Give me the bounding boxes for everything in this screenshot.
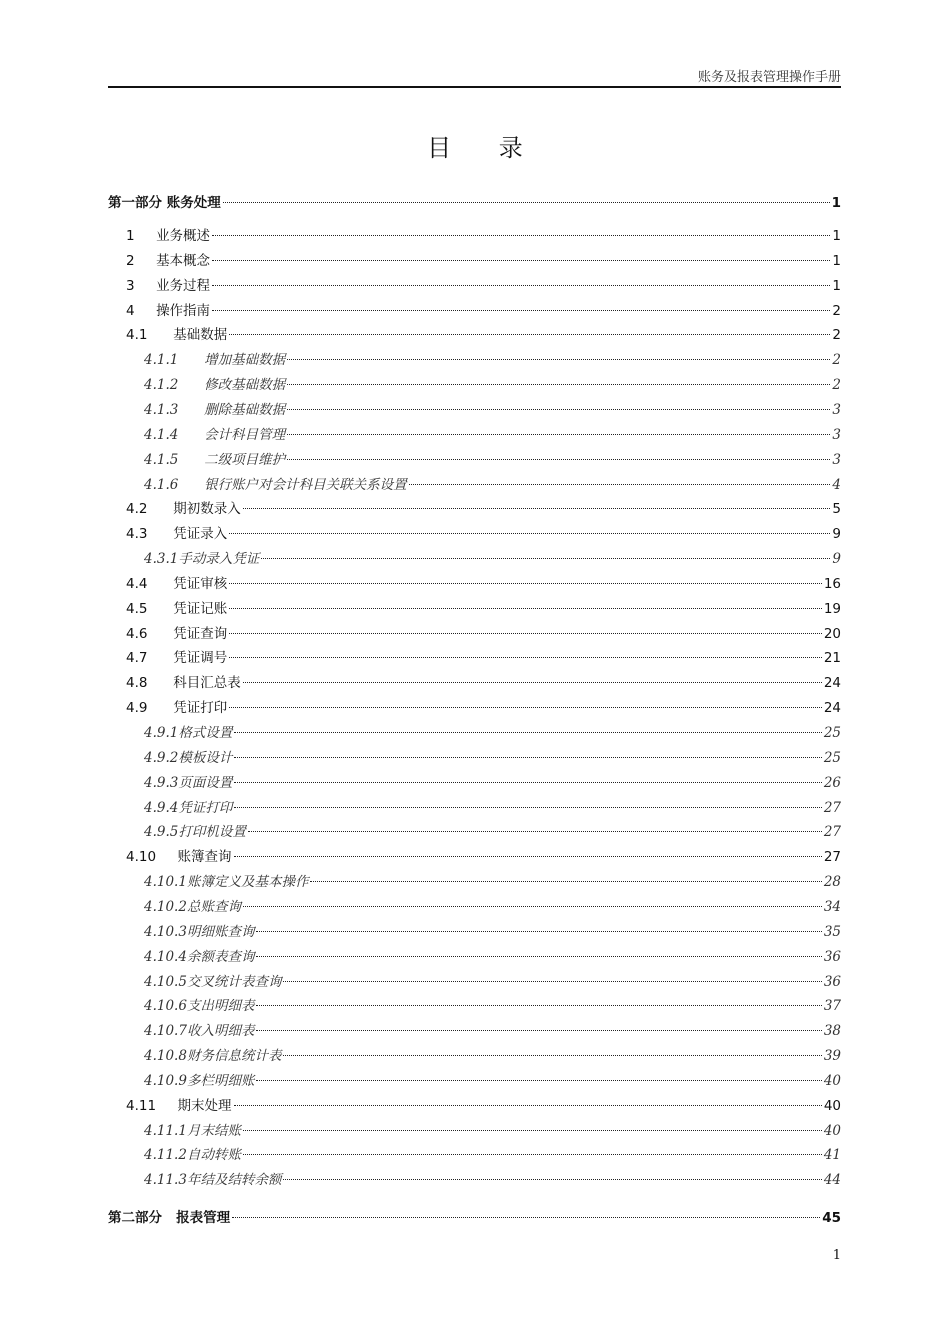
toc-entry-title: 支出明细表: [186, 998, 255, 1015]
toc-entry-page: 25: [823, 749, 841, 766]
dot-leader: [261, 558, 830, 559]
toc-entry-number: 4.1.4: [144, 426, 179, 443]
toc-entry-page: 34: [823, 898, 841, 915]
toc-entry-number: 4.3: [126, 526, 148, 543]
toc-entry-number: 4.1.2: [144, 377, 179, 394]
toc-entry-page: 25: [823, 725, 841, 741]
toc-entry[interactable]: [108, 871, 841, 893]
toc-entry-number: 4.10.2: [144, 898, 187, 915]
toc-entry-number: 第二部分: [108, 1210, 162, 1226]
toc-entry-number: 4.1.6: [144, 476, 179, 493]
toc-entry-page: 5: [832, 501, 841, 518]
toc-entry-number: 1: [126, 228, 135, 244]
dot-leader: [243, 508, 831, 509]
toc-entry-page: 45: [822, 1210, 841, 1226]
dot-leader: [212, 285, 830, 286]
toc-entry[interactable]: [108, 192, 841, 214]
toc-entry-page: 2: [832, 327, 841, 344]
dot-leader: [229, 533, 830, 534]
toc-entry-number: 4.9.1: [144, 725, 179, 741]
toc-entry[interactable]: [108, 995, 841, 1017]
toc-entry-page: 9: [832, 551, 841, 568]
toc-entry-number: 4.9.4: [144, 799, 179, 816]
toc-entry-number: 4.10.8: [144, 1048, 187, 1065]
toc-entry-page: 40: [823, 1122, 841, 1139]
toc-entry[interactable]: [108, 573, 841, 595]
dot-leader: [229, 334, 830, 335]
toc-entry-number: 4.10.1: [144, 874, 187, 891]
toc-entry-title: 凭证记账: [173, 600, 228, 617]
dot-leader: [234, 807, 821, 808]
dot-leader: [234, 757, 821, 758]
toc-entry-page: 38: [823, 1023, 841, 1040]
toc-entry-number: 3: [126, 277, 135, 294]
dot-leader: [243, 906, 822, 907]
dot-leader: [256, 1030, 821, 1031]
toc-entry-page: 35: [823, 923, 841, 940]
dot-leader: [287, 409, 830, 410]
toc-entry-title: 自动转账: [186, 1147, 241, 1164]
toc-entry-title: 凭证查询: [173, 625, 228, 642]
toc-entry-page: 9: [832, 526, 841, 543]
header-title: 账务及报表管理操作手册: [697, 70, 841, 85]
toc-entry[interactable]: [108, 747, 841, 769]
toc-entry-title: 余额表查询: [186, 948, 255, 965]
toc-entry-page: 28: [823, 874, 841, 891]
toc-entry[interactable]: [108, 225, 841, 247]
toc-entry[interactable]: [108, 1207, 841, 1229]
toc-entry-title: 年结及结转余额: [186, 1172, 282, 1189]
toc-entry-page: 27: [823, 824, 841, 841]
toc-entry-page: 27: [823, 799, 841, 816]
toc-entry-title: 模板设计: [178, 749, 233, 766]
toc-entry-number: 4.2: [126, 501, 148, 518]
toc-entry-title: 交叉统计表查询: [186, 973, 282, 990]
toc-entry-number: 4.11.1: [144, 1122, 187, 1139]
toc-entry-page: 41: [823, 1147, 841, 1164]
toc-entry[interactable]: [108, 275, 841, 297]
dot-leader: [287, 359, 830, 360]
toc-entry-title: 账簿定义及基本操作: [186, 874, 309, 891]
toc-entry-number: 第一部分: [108, 195, 162, 211]
dot-leader: [229, 633, 822, 634]
toc-entry[interactable]: [108, 474, 841, 496]
toc-entry-title: 增加基础数据: [204, 352, 286, 369]
toc-entry[interactable]: [108, 449, 841, 471]
toc-entry-title: 二级项目维护: [204, 451, 286, 468]
toc-entry-title: 收入明细表: [186, 1023, 255, 1040]
toc-entry-number: 4.9: [126, 700, 148, 717]
dot-leader: [287, 384, 830, 385]
dot-leader: [256, 1005, 821, 1006]
toc-entry-number: 4.4: [126, 575, 148, 592]
toc-entry-page: 40: [823, 1072, 841, 1089]
dot-leader: [256, 931, 821, 932]
toc-entry[interactable]: [108, 946, 841, 968]
toc-entry-number: 4.3.1: [144, 551, 179, 568]
toc-entry-page: 36: [823, 973, 841, 990]
toc-entry-number: 4.10.5: [144, 973, 187, 990]
toc-entry[interactable]: [108, 1120, 841, 1142]
toc-entry-number: 4.1.1: [144, 352, 179, 369]
toc-entry[interactable]: [108, 821, 841, 843]
dot-leader: [243, 682, 822, 683]
toc-entry-title: 业务过程: [156, 277, 211, 294]
toc-entry-title: 会计科目管理: [204, 426, 286, 443]
toc-entry-page: 24: [823, 675, 841, 692]
toc-entry-title: 明细账查询: [186, 923, 255, 940]
dot-leader: [283, 1179, 821, 1180]
toc-entry-title: 凭证录入: [173, 526, 228, 543]
dot-leader: [287, 434, 830, 435]
toc-entry-number: 4.11: [126, 1097, 157, 1114]
toc-entry[interactable]: [108, 1144, 841, 1166]
toc-entry-page: 16: [823, 575, 841, 592]
toc-entry-number: 4.7: [126, 650, 148, 667]
toc-entry-page: 3: [832, 451, 841, 468]
toc-entry[interactable]: [108, 921, 841, 943]
dot-leader: [212, 310, 830, 311]
toc-entry[interactable]: [108, 772, 841, 794]
dot-leader: [234, 856, 822, 857]
toc-entry-page: 4: [832, 476, 841, 493]
toc-entry-title: 账务处理: [166, 195, 221, 211]
toc-entry-title: 报表管理: [176, 1210, 231, 1226]
toc-entry[interactable]: [108, 797, 841, 819]
dot-leader: [229, 583, 822, 584]
toc-entry[interactable]: [108, 349, 841, 371]
dot-leader: [212, 235, 830, 236]
dot-leader: [234, 732, 821, 733]
toc-entry-page: 26: [823, 774, 841, 791]
dot-leader: [256, 1080, 821, 1081]
dot-leader: [223, 202, 830, 203]
toc-entry[interactable]: [108, 623, 841, 645]
dot-leader: [234, 1105, 822, 1106]
toc-entry[interactable]: [108, 647, 841, 669]
dot-leader: [310, 881, 821, 882]
toc-entry[interactable]: [108, 697, 841, 719]
dot-leader: [243, 1154, 822, 1155]
toc-entry-title: 银行账户对会计科目关联关系设置: [204, 476, 407, 493]
toc-entry[interactable]: [108, 1095, 841, 1117]
dot-leader: [283, 981, 821, 982]
dot-leader: [229, 657, 822, 658]
dot-leader: [234, 782, 821, 783]
toc-entry-number: 4.8: [126, 675, 148, 692]
toc-entry-title: 删除基础数据: [204, 401, 286, 418]
toc-entry-page: 1: [831, 195, 841, 211]
toc-entry-page: 2: [832, 377, 841, 394]
toc-entry-title: 打印机设置: [178, 824, 246, 841]
toc-entry-title: 业务概述: [156, 228, 211, 244]
toc-entry-title: 科目汇总表: [173, 675, 241, 692]
dot-leader: [409, 484, 831, 485]
toc-entry[interactable]: [108, 1169, 841, 1191]
toc-entry[interactable]: [108, 722, 841, 744]
toc-entry[interactable]: [108, 1020, 841, 1042]
toc-entry-page: 20: [823, 625, 841, 642]
dot-leader: [243, 1130, 822, 1131]
toc-entry-number: 4.9.3: [144, 774, 179, 791]
toc-entry-title: 基本概念: [156, 252, 211, 269]
page-title: 目 录: [427, 134, 543, 162]
dot-leader: [283, 1055, 821, 1056]
toc-entry[interactable]: [108, 399, 841, 421]
toc-entry[interactable]: [108, 523, 841, 545]
toc-entry[interactable]: [108, 971, 841, 993]
toc-entry-number: 4.1: [126, 327, 148, 344]
toc-entry[interactable]: [108, 598, 841, 620]
toc-entry-number: 4.1.3: [144, 401, 179, 418]
toc-entry-title: 凭证打印: [173, 700, 228, 717]
toc-entry-title: 总账查询: [186, 898, 241, 915]
toc-entry-title: 期初数录入: [173, 501, 241, 518]
toc-entry-number: 2: [126, 252, 135, 269]
toc-entry-page: 1: [832, 228, 841, 244]
toc-entry-title: 账簿查询: [177, 849, 232, 866]
toc-entry-number: 4.10.3: [144, 923, 187, 940]
toc-entry-page: 39: [823, 1048, 841, 1065]
toc-entry-page: 3: [832, 401, 841, 418]
toc-entry-page: 1: [832, 277, 841, 294]
toc-entry-title: 基础数据: [173, 327, 228, 344]
dot-leader: [212, 260, 830, 261]
toc-entry[interactable]: [108, 374, 841, 396]
toc-entry-number: 4.5: [126, 600, 148, 617]
toc-entry-page: 36: [823, 948, 841, 965]
toc-entry-number: 4.10: [126, 849, 157, 866]
toc-entry[interactable]: [108, 672, 841, 694]
dot-leader: [248, 831, 822, 832]
toc-entry[interactable]: [108, 498, 841, 520]
toc-entry-number: 4.6: [126, 625, 148, 642]
dot-leader: [256, 956, 821, 957]
running-header: [108, 66, 841, 88]
page-number: 1: [832, 1248, 841, 1263]
toc-entry-number: 4: [126, 302, 135, 319]
dot-leader: [229, 707, 822, 708]
toc-entry[interactable]: [108, 424, 841, 446]
toc-entry-page: 3: [832, 426, 841, 443]
toc-entry-title: 凭证打印: [178, 799, 233, 816]
toc-entry-page: 44: [823, 1172, 841, 1189]
toc-entry-title: 操作指南: [156, 302, 211, 319]
toc-entry-number: 4.9.5: [144, 824, 179, 841]
toc-entry-number: 4.10.9: [144, 1072, 187, 1089]
toc-entry-title: 月末结账: [186, 1122, 241, 1139]
toc-entry-number: 4.11.2: [144, 1147, 187, 1164]
toc-entry-page: 1: [832, 252, 841, 269]
toc-entry[interactable]: [108, 324, 841, 346]
toc-entry-title: 手动录入凭证: [178, 551, 260, 568]
toc-entry-page: 40: [823, 1097, 841, 1114]
dot-leader: [287, 459, 830, 460]
toc-entry-title: 凭证审核: [173, 575, 228, 592]
dot-leader: [229, 608, 822, 609]
toc-entry[interactable]: [108, 250, 841, 272]
toc-entry-number: 4.11.3: [144, 1172, 187, 1189]
toc-entry-number: 4.10.7: [144, 1023, 187, 1040]
toc-entry-page: 37: [823, 998, 841, 1015]
toc-entry[interactable]: [108, 1045, 841, 1067]
toc-entry-number: 4.1.5: [144, 451, 179, 468]
toc-entry-title: 凭证调号: [173, 650, 228, 667]
toc-entry-title: 多栏明细账: [186, 1072, 255, 1089]
toc-entry-title: 页面设置: [178, 774, 233, 791]
toc-entry-page: 24: [823, 700, 841, 717]
toc-entry-title: 财务信息统计表: [186, 1048, 282, 1065]
toc-entry-page: 2: [832, 302, 841, 319]
toc-entry-title: 修改基础数据: [204, 377, 286, 394]
toc-entry-page: 21: [823, 650, 841, 667]
toc-entry[interactable]: [108, 846, 841, 868]
toc-entry-title: 期末处理: [177, 1097, 232, 1114]
toc-entry-title: 格式设置: [178, 725, 233, 741]
toc-entry-page: 27: [823, 849, 841, 866]
toc-entry-page: 2: [832, 352, 841, 369]
toc-entry[interactable]: [108, 300, 841, 322]
dot-leader: [232, 1217, 820, 1218]
toc-entry[interactable]: [108, 1070, 841, 1092]
toc-entry[interactable]: [108, 896, 841, 918]
toc-entry-number: 4.10.6: [144, 998, 187, 1015]
toc-entry[interactable]: [108, 548, 841, 570]
toc-entry-number: 4.10.4: [144, 948, 187, 965]
toc-entry-number: 4.9.2: [144, 749, 179, 766]
toc-entry-page: 19: [823, 600, 841, 617]
